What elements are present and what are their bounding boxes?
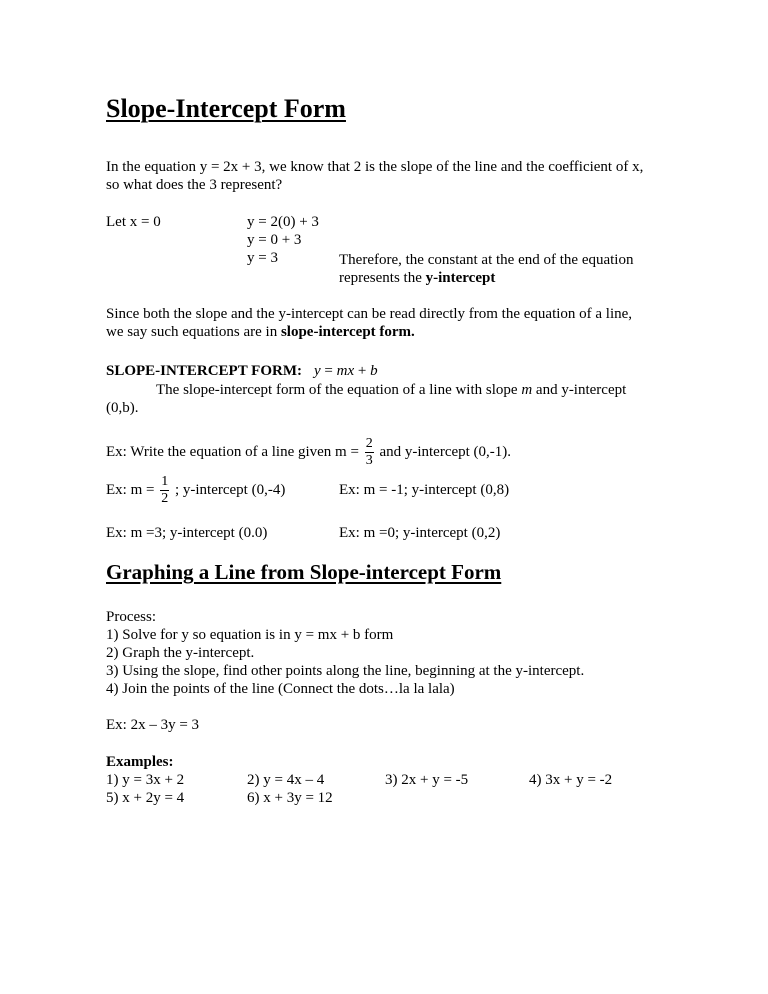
process-label: Process: [106, 609, 156, 625]
example-d: Ex: m =0; y-intercept (0,2) [339, 525, 501, 541]
process-step-3: 3) Using the slope, find other points along the line, beginning at the y-intercept. [106, 663, 585, 679]
step-3: y = 3 [247, 250, 278, 266]
sif-definition-2: (0,b). [106, 400, 139, 416]
since-line-1: Since both the slope and the y-intercept can be read directly from the equation of a line, [106, 306, 633, 322]
therefore-line-1: Therefore, the constant at the end of the equation [339, 252, 634, 268]
example-item-5: 5) x + 2y = 4 [106, 790, 185, 806]
y-intercept-term: y-intercept [425, 270, 496, 286]
example-item-4: 4) 3x + y = -2 [529, 772, 613, 788]
process-step-4: 4) Join the points of the line (Connect the dots…la la lala) [106, 681, 455, 697]
page-title: Slope-Intercept Form [106, 94, 346, 123]
example-item-2: 2) y = 4x – 4 [247, 772, 325, 788]
example-write-equation: Ex: Write the equation of a line given m = $\frac{2}{3}$ and y-intercept (0,-1). [106, 436, 512, 469]
fraction-two-thirds: $\frac{2}{3}$ [365, 436, 373, 469]
example-item-3: 3) 2x + y = -5 [385, 772, 469, 788]
step-2: y = 0 + 3 [247, 232, 302, 248]
step-1: y = 2(0) + 3 [247, 214, 319, 230]
sif-equation: y = mx + b [314, 363, 378, 379]
since-line-2: we say such equations are in slope-intercept form. [106, 324, 415, 340]
sif-label: SLOPE-INTERCEPT FORM: [106, 363, 302, 379]
example-item-6: 6) x + 3y = 12 [247, 790, 333, 806]
therefore-line-2: represents the y-intercept [339, 270, 496, 286]
intro-line-1: In the equation y = 2x + 3, we know that 2 is the slope of the line and the coefficient of x, [106, 159, 644, 175]
graph-example: Ex: 2x – 3y = 3 [106, 717, 200, 733]
fraction-one-half: $\frac{1}{2}$ [161, 474, 169, 507]
example-a: Ex: m = $\frac{1}{2}$ ; y-intercept (0,-4) [106, 474, 286, 507]
examples-label: Examples: [106, 754, 174, 770]
intro-line-2: so what does the 3 represent? [106, 177, 283, 193]
process-step-1: 1) Solve for y so equation is in y = mx + b form [106, 627, 394, 643]
sif-definition-1: The slope-intercept form of the equation of a line with slope m and y-intercept [156, 382, 627, 398]
example-b: Ex: m = -1; y-intercept (0,8) [339, 482, 510, 498]
slope-intercept-term: slope-intercept form. [280, 324, 415, 340]
section-title-graphing: Graphing a Line from Slope-intercept Form [106, 560, 502, 584]
process-step-2: 2) Graph the y-intercept. [106, 645, 255, 661]
let-x-label: Let x = 0 [106, 214, 161, 230]
example-c: Ex: m =3; y-intercept (0.0) [106, 525, 268, 541]
example-item-1: 1) y = 3x + 2 [106, 772, 185, 788]
